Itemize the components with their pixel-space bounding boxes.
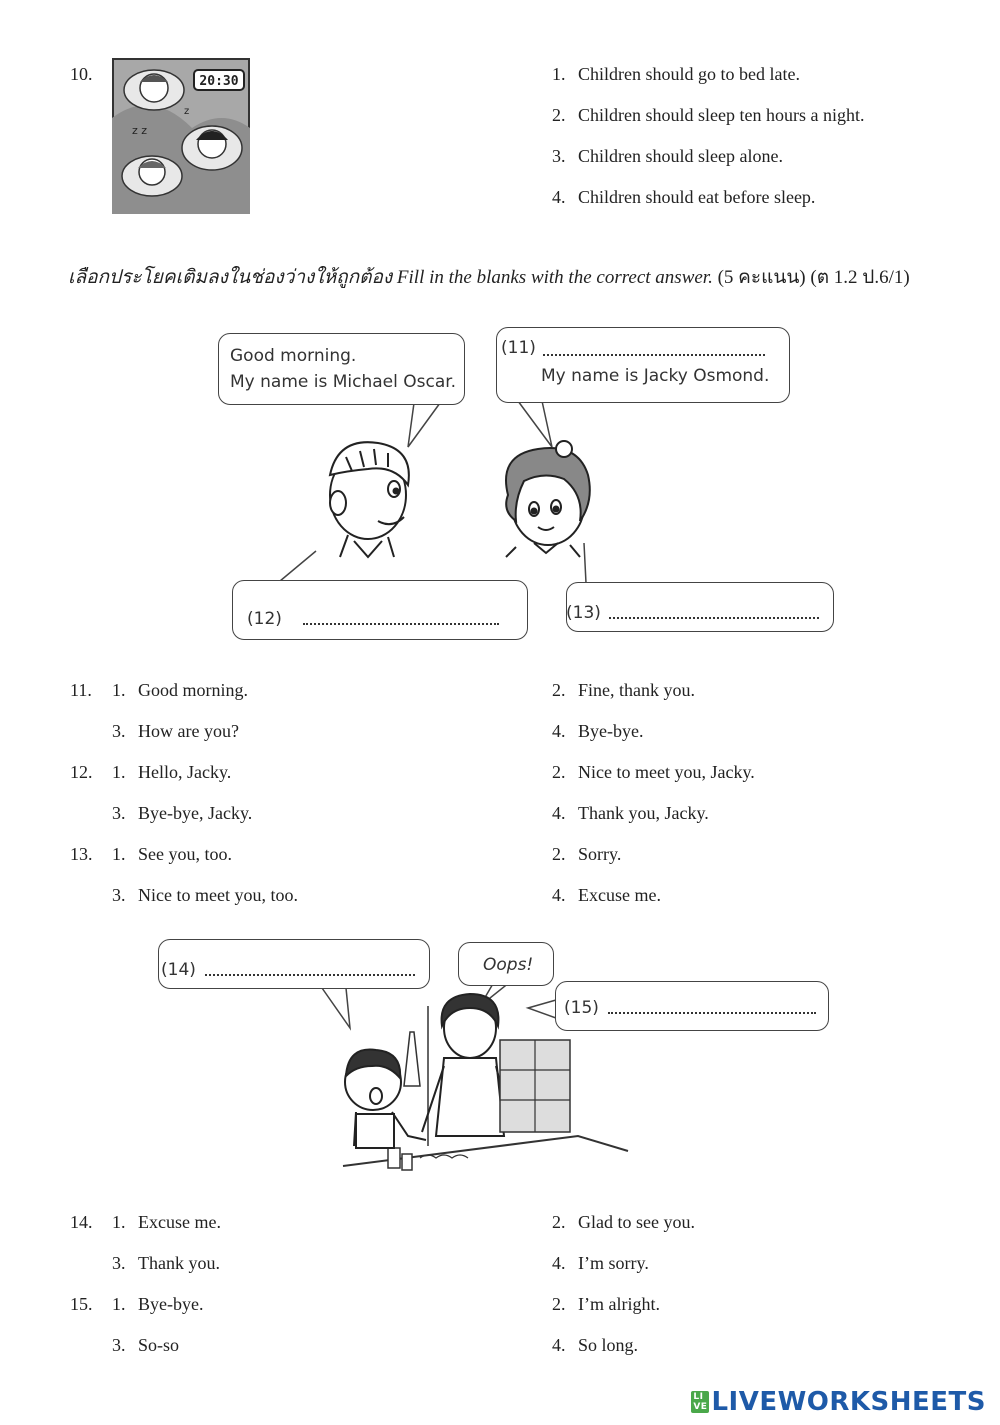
speech-bubble-oops — [458, 942, 554, 986]
instruction-standard: (ต 1.2 ป.6/1) — [810, 267, 910, 288]
oops-text: Oops! — [483, 955, 534, 975]
boy-line-2: My name is Michael Oscar. — [230, 372, 457, 392]
q10-option-4[interactable]: 4. Children should eat before sleep. — [552, 187, 816, 207]
q12-option-3[interactable]: 3. Bye-bye, Jacky. — [112, 803, 253, 823]
speech-bubble-12 — [232, 580, 528, 640]
blank-12-line[interactable] — [303, 623, 499, 625]
section-instruction — [68, 262, 910, 292]
question-13-number: 13. — [70, 844, 93, 864]
liveworksheets-logo[interactable] — [691, 1387, 986, 1417]
q14-option-3[interactable]: 3. Thank you. — [112, 1253, 220, 1273]
q14-option-4[interactable]: 4. I’m sorry. — [552, 1253, 649, 1273]
svg-text:z: z — [184, 106, 190, 117]
q15-option-1[interactable]: 1. Bye-bye. — [112, 1294, 204, 1314]
blank-14-label: (14) — [161, 960, 196, 980]
question-15-number: 15. — [70, 1294, 93, 1314]
instruction-points: (5 คะแนน) — [717, 267, 806, 288]
blank-11-label: (11) — [501, 338, 536, 358]
question-10-number: 10. — [70, 64, 93, 84]
dialog-2-illustration — [158, 936, 833, 1186]
q12-option-1[interactable]: 1. Hello, Jacky. — [112, 762, 232, 782]
instruction-english: Fill in the blanks with the correct answer. — [396, 267, 713, 288]
blank-15-line[interactable] — [608, 1012, 816, 1014]
q15-option-2[interactable]: 2. I’m alright. — [552, 1294, 660, 1314]
q10-option-2[interactable]: 2. Children should sleep ten hours a night. — [552, 105, 865, 125]
liveworksheets-wordmark: LIVEWORKSHEETS — [711, 1387, 986, 1417]
girl-character — [506, 441, 590, 557]
sleeping-children-illustration — [112, 58, 250, 214]
woman-character — [422, 994, 512, 1136]
clock-time: 20:30 — [199, 74, 239, 89]
svg-text:z z: z z — [132, 124, 148, 137]
speech-bubble-boy — [218, 333, 465, 405]
blank-13-line[interactable] — [609, 617, 819, 619]
q10-option-3[interactable]: 3. Children should sleep alone. — [552, 146, 783, 166]
q11-option-4[interactable]: 4. Bye-bye. — [552, 721, 644, 741]
question-12-number: 12. — [70, 762, 93, 782]
blank-12-label: (12) — [247, 609, 282, 629]
speech-bubble-14 — [158, 939, 430, 989]
instruction-thai: เลือกประโยคเติมลงในช่องว่างให้ถูกต้อง — [68, 267, 393, 288]
blank-15-label: (15) — [564, 998, 599, 1018]
question-11-number: 11. — [70, 680, 92, 700]
girl-line: My name is Jacky Osmond. — [541, 366, 770, 386]
q14-option-1[interactable]: 1. Excuse me. — [112, 1212, 221, 1232]
q11-option-3[interactable]: 3. How are you? — [112, 721, 239, 741]
q14-option-2[interactable]: 2. Glad to see you. — [552, 1212, 695, 1232]
boy-character — [330, 442, 409, 557]
blank-11-line[interactable] — [543, 354, 765, 356]
q13-option-4[interactable]: 4. Excuse me. — [552, 885, 661, 905]
q13-option-3[interactable]: 3. Nice to meet you, too. — [112, 885, 298, 905]
question-14-number: 14. — [70, 1212, 93, 1232]
q15-option-3[interactable]: 3. So-so — [112, 1335, 180, 1355]
q11-option-2[interactable]: 2. Fine, thank you. — [552, 680, 695, 700]
q10-option-1[interactable]: 1. Children should go to bed late. — [552, 64, 800, 84]
liveworksheets-badge: LI VE — [693, 1392, 708, 1412]
q12-option-4[interactable]: 4. Thank you, Jacky. — [552, 803, 709, 823]
speech-bubble-girl — [496, 327, 790, 403]
q12-option-2[interactable]: 2. Nice to meet you, Jacky. — [552, 762, 755, 782]
q13-option-1[interactable]: 1. See you, too. — [112, 844, 232, 864]
dialog-1-illustration — [218, 325, 838, 645]
speech-bubble-13 — [566, 582, 834, 632]
blank-14-line[interactable] — [205, 974, 415, 976]
q15-option-4[interactable]: 4. So long. — [552, 1335, 639, 1355]
blank-13-label: (13) — [566, 603, 601, 623]
boy-line-1: Good morning. — [230, 346, 357, 366]
q11-option-1[interactable]: 1. Good morning. — [112, 680, 248, 700]
q13-option-2[interactable]: 2. Sorry. — [552, 844, 622, 864]
speech-bubble-15 — [555, 981, 829, 1031]
